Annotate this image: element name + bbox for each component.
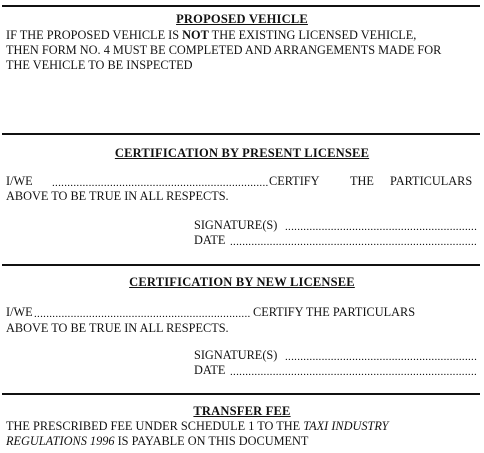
present-date-field[interactable] [230, 236, 477, 248]
new-respects-line: ABOVE TO BE TRUE IN ALL RESPECTS. [6, 321, 229, 335]
present-particulars-word: PARTICULARS [390, 174, 473, 188]
present-certify-word: CERTIFY [269, 174, 320, 188]
present-date-label: DATE [194, 233, 226, 247]
transfer-fee-line-2 [6, 434, 308, 449]
top-rule [2, 5, 480, 7]
proposed-vehicle-not-emphasis: NOT [182, 28, 209, 42]
present-respects-line: ABOVE TO BE TRUE IN ALL RESPECTS. [6, 189, 229, 203]
new-licensee-heading: CERTIFICATION BY NEW LICENSEE [129, 275, 355, 289]
new-certify-text: CERTIFY THE PARTICULARS [253, 305, 416, 319]
regulations-italic: REGULATIONS 1996 [6, 434, 115, 448]
present-licensee-rule [2, 133, 480, 135]
present-signature-field[interactable] [285, 221, 477, 233]
present-name-field[interactable] [52, 177, 268, 189]
new-name-field[interactable] [34, 308, 250, 320]
present-iwe-label: I/WE [6, 174, 33, 188]
new-signature-field[interactable] [285, 351, 477, 363]
present-licensee-heading: CERTIFICATION BY PRESENT LICENSEE [114, 146, 370, 160]
new-date-field[interactable] [230, 366, 477, 378]
transfer-fee-line-1-start: THE PRESCRIBED FEE UNDER SCHEDULE 1 TO THE [6, 419, 304, 433]
present-the-word: THE [350, 174, 374, 188]
transfer-fee-rule [2, 393, 480, 395]
transfer-fee-line-2-end: IS PAYABLE ON THIS DOCUMENT [114, 434, 309, 448]
transfer-fee-line-1 [6, 419, 389, 434]
proposed-vehicle-line-1-end: THE EXISTING LICENSED VEHICLE, [208, 28, 417, 42]
new-iwe-label: I/WE [6, 305, 33, 319]
new-signature-label: SIGNATURE(S) [194, 348, 278, 362]
proposed-vehicle-line-2: THEN FORM NO. 4 MUST BE COMPLETED AND ARRANGEMENTS MADE FOR [6, 43, 442, 57]
proposed-vehicle-line-1 [6, 28, 416, 43]
transfer-fee-heading: TRANSFER FEE [193, 404, 291, 418]
new-licensee-rule [2, 264, 480, 266]
proposed-vehicle-line-1-start: IF THE PROPOSED VEHICLE IS [6, 28, 183, 42]
proposed-vehicle-heading: PROPOSED VEHICLE [176, 12, 308, 26]
proposed-vehicle-line-3: THE VEHICLE TO BE INSPECTED [6, 58, 193, 72]
taxi-industry-italic: TAXI INDUSTRY [303, 419, 389, 433]
new-date-label: DATE [194, 363, 226, 377]
present-signature-label: SIGNATURE(S) [194, 218, 278, 232]
